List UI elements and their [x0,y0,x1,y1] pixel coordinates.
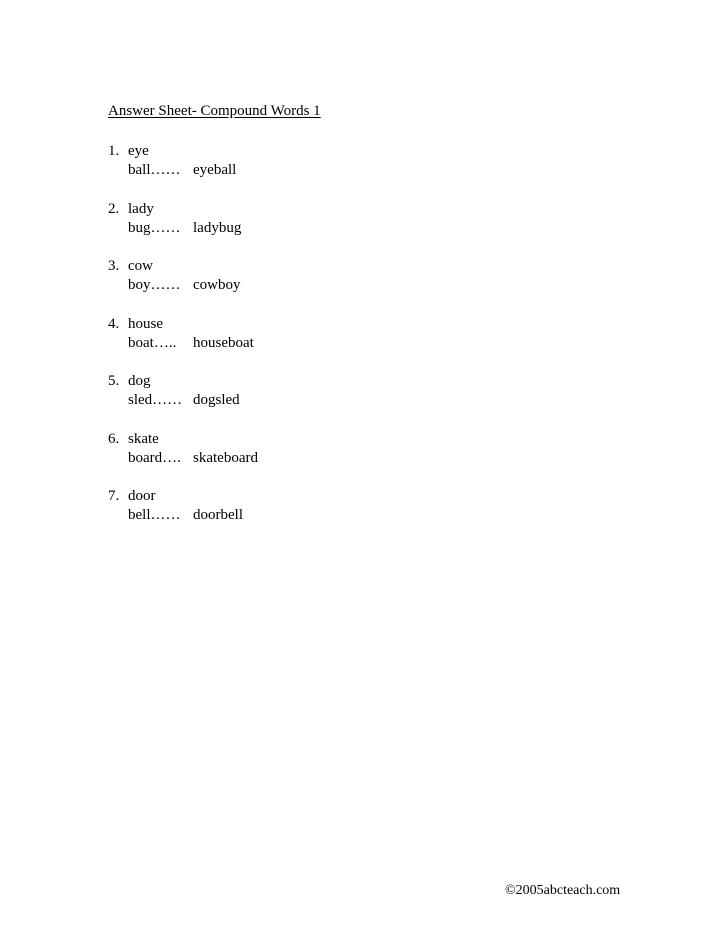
first-word: cow [128,258,153,274]
first-word: skate [128,430,159,447]
item-number: 1. [108,143,120,159]
second-word: boy…… [128,277,181,293]
second-word: sled…… [128,392,183,408]
item-number: 4. [108,315,120,332]
second-word: bug…… [128,219,181,236]
compound-answer: skateboard [193,449,258,466]
compound-answer: houseboat [193,334,254,351]
compound-answer: ladybug [193,219,242,236]
first-word: door [128,488,156,504]
compound-answer: dogsled [193,392,240,408]
item-number: 2. [108,200,120,217]
compound-answer: eyeball [193,162,237,178]
compound-answer: doorbell [193,507,243,523]
item-number: 7. [108,488,120,504]
second-word: boat….. [128,334,177,351]
first-word: eye [128,143,149,159]
first-word: dog [128,373,151,389]
compound-answer: cowboy [193,277,241,293]
item-number: 6. [108,430,120,447]
second-word: bell…… [128,507,181,523]
copyright-footer: ©2005abcteach.com [505,883,621,898]
first-word: lady [128,200,154,217]
second-word: ball…… [128,162,181,178]
item-number: 5. [108,373,120,389]
page-title: Answer Sheet- Compound Words 1 [108,103,321,119]
second-word: board…. [128,449,181,466]
first-word: house [128,315,163,332]
item-number: 3. [108,258,120,274]
